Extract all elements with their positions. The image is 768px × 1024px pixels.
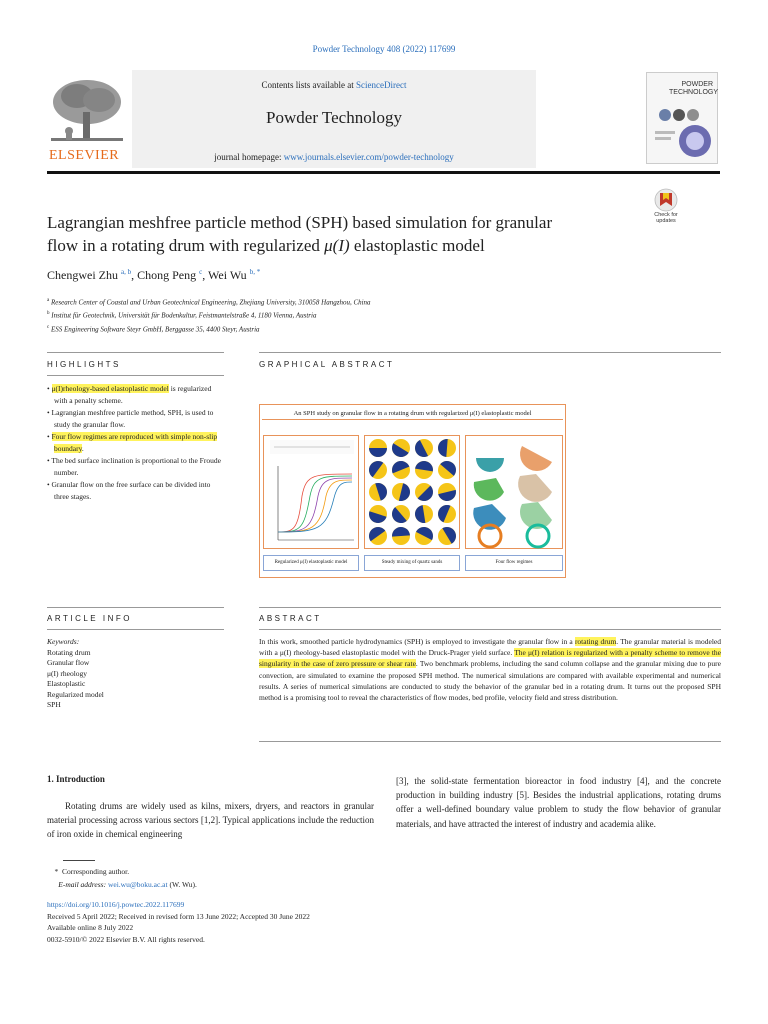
highlights-heading: HIGHLIGHTS: [47, 360, 121, 369]
keyword: Regularized model: [47, 689, 104, 699]
publisher-name: ELSEVIER: [49, 148, 120, 163]
received-dates: Received 5 April 2022; Received in revised form 13 June 2022; Accepted 30 June 2022: [47, 911, 310, 921]
abstract-rule: [259, 607, 721, 608]
elsevier-logo[interactable]: [47, 76, 127, 166]
keywords-label: Keywords:: [47, 637, 80, 646]
ga-caption: Regularized μ(I) elastoplastic model: [263, 555, 359, 571]
abstract-part: In this work, smoothed particle hydrodynamics (SPH) is employed to investigate the granular flow in a: [259, 637, 575, 646]
mixing-drum-half: [369, 448, 387, 457]
doi-link[interactable]: https://doi.org/10.1016/j.powtec.2022.117699: [47, 900, 185, 909]
check-updates-icon: [646, 188, 686, 212]
journal-homepage: [132, 152, 536, 162]
abstract-end-rule: [259, 741, 721, 742]
affiliation-sup: b: [47, 311, 50, 317]
intro-right-column: [3], the solid-state fermentation bioreactor in food industry [4], and the concrete production in building industry [5]. Besides the industrial applications, rotating drums offer a well-defined boundary value problem to study the flow behavior of granular materials, and have attracted the interest of industry and academia alike.: [396, 776, 721, 829]
cover-title: POWDER TECHNOLOGY: [669, 81, 719, 96]
keyword: μ(I) rheology: [47, 668, 88, 678]
elsevier-tree-icon: [47, 76, 127, 146]
ga-title-rule: [262, 419, 563, 420]
graphical-abstract-figure[interactable]: [259, 404, 566, 578]
contents-line: [132, 80, 536, 90]
affiliation-sup: a: [47, 298, 50, 303]
affiliation: [47, 295, 371, 308]
mixing-drum-half: [392, 527, 410, 537]
ga-panel-mixing: [364, 435, 460, 549]
highlight-mark: Four flow regimes are reproduced with simple non-slip boundary: [51, 432, 218, 453]
online-date: Available online 8 July 2022: [47, 923, 134, 932]
footnote-rule: [63, 860, 95, 861]
article-meta: [47, 899, 310, 945]
author-name[interactable]: Chengwei Zhu: [47, 268, 118, 282]
abstract-heading: ABSTRACT: [259, 614, 322, 623]
article-title: [47, 211, 632, 257]
highlight-item: • Granular flow on the free surface can be divided into three stages.: [47, 480, 211, 501]
homepage-link[interactable]: www.journals.elsevier.com/powder-technology: [283, 152, 454, 162]
keyword: Elastoplastic: [47, 679, 86, 688]
check-updates-label: Check for updates: [654, 212, 678, 224]
sciencedirect-link[interactable]: ScienceDirect: [356, 80, 407, 90]
abstract-rule-2: [259, 629, 721, 630]
highlight-item: • The bed surface inclination is proportional to the Froude number.: [47, 456, 221, 477]
ga-caption: Four flow regimes: [465, 555, 563, 571]
ga-rule: [259, 352, 721, 353]
email-link[interactable]: wei.wu@boku.ac.at: [107, 879, 168, 889]
title-mu: μ(I): [324, 236, 350, 255]
ga-title: [260, 410, 565, 417]
highlight-item: • Four flow regimes are reproduced with simple non-slip boundary.: [47, 432, 218, 453]
keyword: Rotating drum: [47, 647, 91, 657]
ga-title-text: An SPH study on granular flow in a rotating drum with regularized μ(I) elastoplastic model: [293, 410, 532, 417]
ga-caption: Steady mixing of quartz sands: [364, 555, 460, 571]
highlight-item: • Lagrangian meshfree particle method, SPH, is used to study the granular flow.: [47, 408, 214, 429]
email-suffix: (W. Wu).: [169, 879, 197, 889]
abstract-text: [259, 636, 721, 703]
abstract-highlight: rotating drum: [574, 637, 617, 646]
ga-heading: GRAPHICAL ABSTRACT: [259, 360, 395, 369]
author-list: Chengwei Zhu $^{a, b}$, Chong Peng $^c$, Wei Wu $^{b, *}$: [47, 268, 261, 282]
title-line-2-pre: flow in a rotating drum with regularized: [47, 236, 325, 255]
journal-citation[interactable]: Powder Technology 408 (2022) 117699: [312, 44, 456, 54]
affiliation-text: Institut für Geotechnik, Universität für Bodenkultur, Feistmantelstraße 4, 1180 Vienna, Austria: [51, 311, 317, 320]
footnote: [47, 866, 197, 891]
title-line-2: [47, 234, 632, 257]
cover-image-icon: [651, 103, 713, 161]
keywords-block: [47, 637, 224, 711]
article-info-heading: ARTICLE INFO: [47, 614, 132, 623]
intro-left-column: Rotating drums are widely used as kilns, mixers, dryers, and reactors in granular material processing across various sectors [1,2]. Typical applications include the reduction of iron oxide in chemical engineering: [47, 801, 374, 840]
title-line-1: Lagrangian meshfree particle method (SPH) based simulation for granular: [47, 213, 553, 232]
keyword: Granular flow: [47, 658, 90, 667]
check-for-updates-button[interactable]: [646, 188, 686, 230]
highlights-rule: [47, 352, 224, 353]
journal-title: Powder Technology: [266, 108, 402, 127]
email-label: E-mail address:: [58, 879, 107, 889]
ga-panel-plot: [263, 435, 359, 549]
affiliation-text: Research Center of Coastal and Urban Geotechnical Engineering, Zhejiang University, 310058 Hangzhou, China: [50, 298, 371, 307]
email-line: [47, 879, 197, 892]
copyright: 0032-5910/© 2022 Elsevier B.V. All rights reserved.: [47, 934, 205, 944]
flow-regimes-icon: [466, 436, 564, 550]
affiliation-text: ESS Engineering Software Steyr GmbH, Berggasse 35, 4400 Steyr, Austria: [50, 324, 260, 333]
highlights-list: [47, 383, 224, 503]
journal-cover[interactable]: [646, 72, 718, 164]
keyword: SPH: [47, 700, 61, 709]
ga-panel-regimes: [465, 435, 563, 549]
homepage-label: journal homepage:: [214, 152, 282, 162]
corresponding-text: Corresponding author.: [62, 867, 130, 876]
contents-label: Contents lists available at: [261, 80, 354, 90]
info-rule: [47, 607, 224, 608]
info-rule-2: [47, 629, 224, 630]
mixing-drum-half: [438, 439, 448, 457]
author-affil-sup[interactable]: a, b: [121, 268, 132, 276]
highlight-item: • μ(I)rheology-based elastoplastic model is regularized with a penalty scheme.: [47, 384, 212, 405]
affiliations: [47, 295, 371, 335]
highlights-rule-2: [47, 375, 224, 376]
author-name[interactable]: Chong Peng: [137, 268, 197, 282]
masthead: [47, 70, 630, 168]
author-name[interactable]: Wei Wu: [208, 268, 247, 282]
abstract-part: . The granular material is modeled with a μ(I) rheology-based elastoplastic model with the Druck-Prager yield surface.: [259, 637, 721, 658]
author-affil-sup[interactable]: b, *: [249, 268, 261, 276]
corresponding-note: * Corresponding author.: [47, 867, 130, 876]
affiliation-sup: c: [47, 324, 50, 330]
affiliation: [47, 308, 371, 321]
affiliation: [47, 322, 371, 335]
mu-curve-plot-icon: [264, 436, 360, 550]
mixing-grid-icon: [365, 436, 461, 550]
title-line-2-post: elastoplastic model: [349, 236, 485, 255]
abstract-highlight: The μ(I) relation is regularized with a penalty scheme to remove the singularity in the case of zero pressure or shear rate: [259, 648, 721, 669]
author-affil-sup[interactable]: c: [199, 268, 203, 276]
masthead-rule: [47, 171, 720, 174]
intro-heading: 1. Introduction: [47, 774, 105, 784]
highlight-mark: μ(I)rheology-based elastoplastic model: [51, 384, 169, 393]
abstract-part: . Two benchmark problems, including the sand column collapse and the granular mixing due to pure convection, are simulated to examine the proposed SPH method. The numerical simulations are compared with available experimental and numerical results. A series of numerical simulations are conducted to study the behavior of the granular bed in a rotating drum. It turns out the proposed SPH method is a promising tool to reveal the characteristics of flow modes, bed profile, velocity field and stress distribution.: [259, 659, 721, 703]
masthead-center: [132, 70, 536, 168]
